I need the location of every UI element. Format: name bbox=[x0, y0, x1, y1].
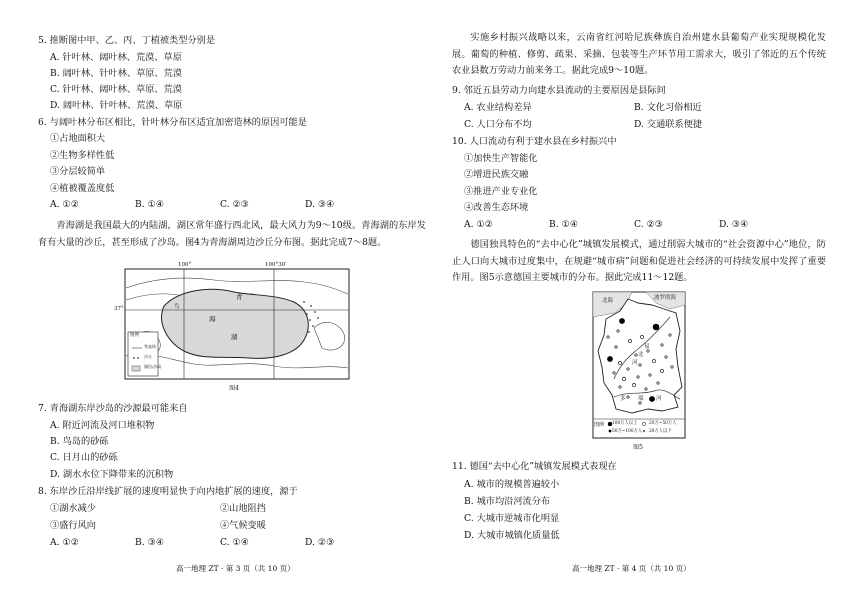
q8-choice-a[interactable]: A. ①② bbox=[50, 537, 79, 548]
q8-choice-b[interactable]: B. ③④ bbox=[135, 537, 165, 548]
q8-item: ③盛行风向 bbox=[50, 520, 96, 531]
q9-option-d[interactable]: D. 交通联系便捷 bbox=[634, 119, 703, 130]
q8-item: ②山地阻挡 bbox=[220, 503, 266, 514]
q11-option-c[interactable]: C. 大城市逆城市化明显 bbox=[464, 513, 560, 524]
lon-100-30: 100°30′ bbox=[265, 262, 287, 268]
qinghai-lake bbox=[162, 289, 309, 358]
map4-legend-title: 图例 bbox=[130, 333, 139, 338]
q9-option-a[interactable]: A. 农业结构差异 bbox=[464, 102, 532, 113]
q8-choice-c[interactable]: C. ①④ bbox=[220, 537, 250, 548]
river-char: 北 bbox=[638, 352, 644, 358]
q7-stem: 7. 青海湖东岸沙岛的沙源最可能来自 bbox=[38, 403, 188, 414]
germany-city-map bbox=[592, 291, 686, 439]
figure-4-caption: 图4 bbox=[229, 385, 239, 392]
intro-9-10: 实施乡村振兴战略以来，云南省红河哈尼族彝族自治州建水县葡萄产业实现规模化发展。葡萄的种植、修剪、疏果、采摘、包装等生产环节用工需求大，吸引了邻近的五个传统农业县数万劳动力前来务工。据此完成9～10题。 bbox=[452, 32, 826, 76]
lake-char-hu: 湖 bbox=[231, 333, 238, 341]
q6-choice-c[interactable]: C. ②③ bbox=[220, 199, 250, 210]
q9-option-b[interactable]: B. 文化习俗相近 bbox=[634, 102, 702, 113]
q8-item: ①湖水减少 bbox=[50, 503, 96, 514]
page-footer-3: 高一地理 ZT · 第 3 页（共 10 页） bbox=[176, 564, 295, 573]
q10-item: ①加快生产智能化 bbox=[464, 153, 538, 164]
right-page bbox=[452, 0, 828, 592]
q8-items-row2 bbox=[50, 521, 390, 531]
map4-legend-item: 湖泊/沙岛 bbox=[144, 364, 162, 369]
river-char: 河 bbox=[632, 360, 638, 366]
figure-5-caption: 图5 bbox=[633, 444, 643, 451]
q10-item: ②增进民族交融 bbox=[464, 169, 529, 180]
q6-item: ①占地面积大 bbox=[50, 133, 106, 144]
map4-legend-item: 沙丘 bbox=[144, 354, 152, 359]
q6-item: ②生物多样性低 bbox=[50, 150, 115, 161]
river-char: 易 bbox=[644, 344, 650, 350]
page-footer-4: 高一地理 ZT · 第 4 页（共 10 页） bbox=[572, 564, 691, 573]
q5-option-d[interactable]: D. 阔叶林、针叶林、荒漠、草原 bbox=[50, 100, 183, 111]
river-char: 多 bbox=[620, 396, 626, 402]
q10-choices bbox=[464, 220, 804, 230]
q8-choice-d[interactable]: D. ②③ bbox=[305, 537, 335, 548]
q10-stem: 10. 人口流动有利于建水县在乡村振兴中 bbox=[452, 136, 617, 147]
q10-choice-b[interactable]: B. ①④ bbox=[549, 219, 579, 230]
map5-legend-item: 20万人以下 bbox=[649, 429, 672, 434]
q6-item: ③分层较简单 bbox=[50, 166, 106, 177]
q6-stem: 6. 与阔叶林分布区相比，针叶林分布区适宜加密造林的原因可能是 bbox=[38, 117, 307, 128]
north-sea-label: 北海 bbox=[602, 298, 614, 304]
bird-island-label: 鸟 bbox=[174, 304, 180, 310]
q7-option-c[interactable]: C. 日月山的砂砾 bbox=[50, 452, 118, 463]
q7-option-a[interactable]: A. 附近河流及河口堆积物 bbox=[50, 420, 155, 431]
q8-item: ④气候变暖 bbox=[220, 520, 266, 531]
map5-legend-item: 100万人以上 bbox=[612, 421, 638, 426]
river-char: 瑙 bbox=[638, 396, 644, 402]
map4-legend-item: 等高线 bbox=[144, 344, 156, 349]
q6-choices bbox=[50, 200, 390, 210]
q11-option-d[interactable]: D. 大城市城镇化质量低 bbox=[464, 530, 560, 541]
q11-stem: 11. 德国“去中心化”城镇发展模式表现在 bbox=[452, 461, 617, 472]
q11-option-a[interactable]: A. 城市的规模普遍较小 bbox=[464, 479, 560, 490]
baltic-sea-label: 波罗的海 bbox=[654, 295, 677, 301]
q5-option-c[interactable]: C. 针叶林、阔叶林、草原、荒漠 bbox=[50, 84, 182, 95]
q9-options-row2 bbox=[464, 120, 804, 130]
q5-option-a[interactable]: A. 针叶林、阔叶林、荒漠、草原 bbox=[50, 52, 182, 63]
intro-11-12: 德国独具特色的“去中心化”城镇发展模式，通过削弱大城市的“社会资源中心”地位，防止人口向大城市过度集中，在规避“城市病”问题和促进社会经济的可持续发展中发挥了重要作用。图5示意德国主要城市的分布。据此完成11～12题。 bbox=[452, 239, 826, 283]
lake-char-qing: 青 bbox=[236, 293, 243, 301]
q11-option-b[interactable]: B. 城市均沿河流分布 bbox=[464, 496, 551, 507]
q5-stem: 5. 推断图中甲、乙、丙、丁植被类型分别是 bbox=[38, 35, 216, 46]
river-char: 河 bbox=[656, 396, 662, 402]
q9-stem: 9. 邻近五县劳动力向建水县流动的主要原因是县际间 bbox=[452, 85, 666, 96]
left-page bbox=[38, 0, 428, 592]
q6-item: ④植被覆盖度低 bbox=[50, 183, 115, 194]
q9-option-c[interactable]: C. 人口分布不均 bbox=[464, 119, 532, 130]
q10-item: ③推进产业专业化 bbox=[464, 186, 538, 197]
q6-choice-d[interactable]: D. ③④ bbox=[305, 199, 335, 210]
q6-choice-b[interactable]: B. ①④ bbox=[135, 199, 165, 210]
map5-legend-item: 50万~100万人 bbox=[612, 429, 643, 434]
q10-choice-a[interactable]: A. ①② bbox=[464, 219, 493, 230]
q5-option-b[interactable]: B. 阔叶林、针叶林、草原、荒漠 bbox=[50, 68, 183, 79]
q8-stem: 8. 东岸沙丘沿岸线扩展的速度明显快于向内地扩展的速度，源于 bbox=[38, 486, 298, 497]
lon-100: 100° bbox=[178, 262, 192, 268]
q6-choice-a[interactable]: A. ①② bbox=[50, 199, 79, 210]
q7-option-b[interactable]: B. 鸟岛的砂砾 bbox=[50, 436, 109, 447]
q7-option-d[interactable]: D. 湖水水位下降带来的沉积物 bbox=[50, 469, 174, 480]
lat-37: 37° bbox=[114, 306, 124, 312]
map5-legend-item: 20万~50万人 bbox=[649, 421, 677, 426]
q8-choices bbox=[50, 538, 390, 548]
q10-choice-c[interactable]: C. ②③ bbox=[634, 219, 664, 230]
q9-options-row1 bbox=[464, 103, 804, 113]
map5-legend-title: 图例 bbox=[594, 422, 605, 428]
q8-items-row1 bbox=[50, 504, 390, 514]
q10-choice-d[interactable]: D. ③④ bbox=[719, 219, 749, 230]
lake-char-hai: 海 bbox=[209, 315, 216, 323]
q10-item: ④改善生态环境 bbox=[464, 202, 529, 213]
intro-7-8: 青海湖是我国最大的内陆湖，湖区常年盛行西北风，最大风力为9～10级。青海湖的东岸发育有大量的沙丘，甚至形成了沙岛。图4为青海湖周边沙丘分布图。据此完成7～8题。 bbox=[38, 220, 426, 248]
